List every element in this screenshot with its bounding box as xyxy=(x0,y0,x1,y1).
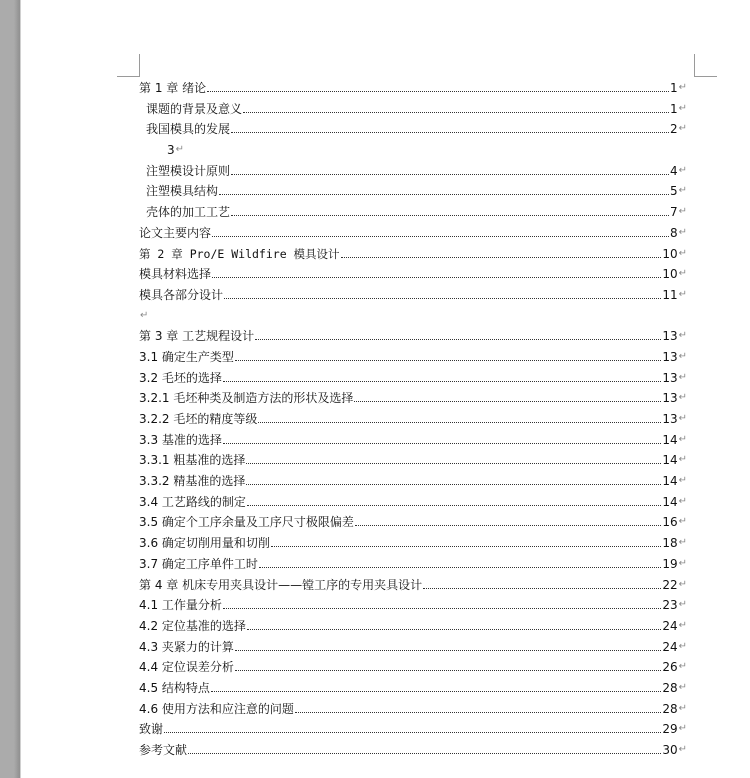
toc-entry-page: 13 xyxy=(662,370,678,385)
paragraph-mark-icon: ↵ xyxy=(678,495,687,507)
toc-entry[interactable] xyxy=(139,264,687,285)
toc-dot-leader xyxy=(341,245,662,258)
toc-entry-title: 3.2 毛坯的选择 xyxy=(139,370,222,385)
toc-dot-leader xyxy=(355,513,661,526)
toc-entry[interactable] xyxy=(139,99,687,120)
toc-dot-leader xyxy=(231,203,669,216)
toc-entry[interactable] xyxy=(139,554,687,575)
toc-entry-page: 11 xyxy=(662,287,678,302)
toc-entry-page: 8 xyxy=(669,225,678,240)
paragraph-mark-icon: ↵ xyxy=(678,330,687,342)
toc-dot-leader xyxy=(219,182,669,195)
toc-entry-page: 14 xyxy=(662,494,678,509)
toc-entry-page: 14 xyxy=(662,453,678,468)
toc-entry-title: 3 xyxy=(167,143,175,158)
toc-entry-title: 壳体的加工工艺 xyxy=(146,205,231,220)
paragraph-mark-icon: ↵ xyxy=(678,681,687,693)
paragraph-mark-icon: ↵ xyxy=(678,123,687,135)
toc-entry-page: 18 xyxy=(662,536,678,551)
toc-entry-page: 24 xyxy=(662,639,678,654)
toc-entry-title: 参考文献 xyxy=(139,743,188,757)
toc-entry[interactable] xyxy=(139,533,687,554)
toc-entry[interactable] xyxy=(139,699,687,720)
toc-entry-title: 4.1 工作量分析 xyxy=(139,598,222,613)
paragraph-mark-icon: ↵ xyxy=(678,226,687,238)
toc-entry[interactable] xyxy=(139,430,687,451)
toc-entry-page: 30 xyxy=(662,743,678,757)
toc-dot-leader xyxy=(235,658,661,671)
toc-entry-title: 3.3.1 粗基准的选择 xyxy=(139,453,246,468)
toc-entry-page: 24 xyxy=(662,618,678,633)
toc-entry-page: 16 xyxy=(662,515,678,530)
toc-entry[interactable] xyxy=(139,409,687,430)
toc-entry[interactable] xyxy=(139,678,687,699)
paragraph-mark-icon: ↵ xyxy=(678,557,687,569)
toc-entry-title: 3.3.2 精基准的选择 xyxy=(139,474,246,489)
toc-entry-title: 4.2 定位基准的选择 xyxy=(139,618,246,633)
toc-dot-leader xyxy=(255,327,661,340)
toc-entry-title: 4.3 夹紧力的计算 xyxy=(139,639,234,654)
toc-entry[interactable] xyxy=(139,244,687,265)
toc-entry[interactable] xyxy=(139,450,687,471)
toc-entry[interactable] xyxy=(139,181,687,202)
paragraph-mark-icon: ↵ xyxy=(678,578,687,590)
toc-entry-page: 1 xyxy=(669,101,678,116)
toc-entry[interactable] xyxy=(139,285,687,306)
toc-dot-leader xyxy=(271,534,661,547)
toc-entry[interactable] xyxy=(139,595,687,616)
toc-entry-title: 注塑模设计原则 xyxy=(146,163,231,178)
toc-entry-title: 我国模具的发展 xyxy=(146,122,231,137)
toc-entry-title: 3.7 确定工序单件工时 xyxy=(139,556,258,571)
toc-entry-title: 3.3 基准的选择 xyxy=(139,432,222,447)
toc-entry-page: 10 xyxy=(662,246,678,261)
paragraph-mark-icon: ↵ xyxy=(678,516,687,528)
paragraph-mark-icon: ↵ xyxy=(678,599,687,611)
toc-entry-title: 3.2.1 毛坯种类及制造方法的形状及选择 xyxy=(139,391,354,406)
toc-dot-leader xyxy=(207,79,669,92)
toc-entry-title: 3.1 确定生产类型 xyxy=(139,349,234,364)
paragraph-mark-icon: ↵ xyxy=(678,661,687,673)
toc-dot-leader xyxy=(212,224,669,237)
paragraph-mark-icon: ↵ xyxy=(678,723,687,735)
toc-entry-title: 课题的背景及意义 xyxy=(146,101,243,116)
toc-entry-title: 3.4 工艺路线的制定 xyxy=(139,494,246,509)
toc-entry[interactable] xyxy=(139,492,687,513)
toc-entry[interactable] xyxy=(139,223,687,244)
paragraph-mark-icon: ↵ xyxy=(678,350,687,362)
toc-entry[interactable] xyxy=(139,119,687,140)
toc-dot-leader xyxy=(247,617,661,630)
paragraph-mark-icon: ↵ xyxy=(678,702,687,714)
toc-entry-title: 4.5 结构特点 xyxy=(139,680,210,695)
toc-dot-leader xyxy=(224,286,661,299)
toc-dot-leader xyxy=(247,493,661,506)
paragraph-mark-icon: ↵ xyxy=(678,454,687,466)
toc-dot-leader xyxy=(212,265,661,278)
paragraph-mark-icon: ↵ xyxy=(678,164,687,176)
toc-entry[interactable] xyxy=(139,637,687,658)
toc-dot-leader xyxy=(354,389,661,402)
toc-entry-page: 13 xyxy=(662,391,678,406)
paragraph-mark-icon: ↵ xyxy=(678,433,687,445)
toc-dot-leader xyxy=(235,348,661,361)
paragraph-mark-icon: ↵ xyxy=(678,537,687,549)
toc-dot-leader xyxy=(164,720,661,733)
paragraph-mark-icon: ↵ xyxy=(678,206,687,218)
toc-dot-leader xyxy=(235,638,661,651)
toc-entry-page: 14 xyxy=(662,432,678,447)
paragraph-mark-icon: ↵ xyxy=(678,82,687,93)
toc-entry[interactable] xyxy=(139,616,687,637)
paragraph-mark-icon: ↵ xyxy=(678,475,687,487)
toc-dot-leader xyxy=(223,431,661,444)
toc-entry-title: 模具各部分设计 xyxy=(139,287,224,302)
paragraph-mark-icon: ↵ xyxy=(678,744,687,755)
toc-entry-page: 28 xyxy=(662,680,678,695)
paragraph-mark-icon: ↵ xyxy=(678,619,687,631)
toc-entry-page: 2 xyxy=(669,122,678,137)
toc-dot-leader xyxy=(259,555,661,568)
toc-dot-leader xyxy=(231,162,669,175)
toc-entry[interactable] xyxy=(139,368,687,389)
toc-entry-page: 14 xyxy=(662,474,678,489)
toc-entry-page: 13 xyxy=(662,329,678,344)
toc-entry-page: 19 xyxy=(662,556,678,571)
paragraph-mark-icon: ↵ xyxy=(678,371,687,383)
crop-mark-top-left xyxy=(117,54,140,77)
toc-entry-page: 10 xyxy=(662,267,678,282)
toc-entry[interactable] xyxy=(139,140,687,161)
paragraph-mark-icon: ↵ xyxy=(678,392,687,404)
paragraph-mark-icon: ↵ xyxy=(140,309,149,321)
document-page[interactable] xyxy=(20,0,750,778)
toc-dot-leader xyxy=(258,410,661,423)
toc-entry-page: 13 xyxy=(662,349,678,364)
toc-dot-leader xyxy=(295,700,661,713)
toc-entry[interactable] xyxy=(139,202,687,223)
toc-entry-page: 26 xyxy=(662,660,678,675)
paragraph-mark-icon: ↵ xyxy=(678,102,687,114)
toc-entry-title: 第 3 章 工艺规程设计 xyxy=(139,329,255,344)
toc-entry-title: 4.4 定位误差分析 xyxy=(139,660,234,675)
toc-dot-leader xyxy=(246,472,661,485)
toc-entry-title: 模具材料选择 xyxy=(139,267,212,282)
toc-entry-page: 7 xyxy=(669,205,678,220)
paragraph-mark-icon: ↵ xyxy=(678,247,687,259)
crop-mark-top-right xyxy=(694,54,717,77)
toc-entry[interactable] xyxy=(139,347,687,368)
toc-dot-leader xyxy=(223,596,661,609)
toc-dot-leader xyxy=(246,451,661,464)
toc-entry-title: 第 2 章 Pro/E Wildfire 模具设计 xyxy=(139,246,340,261)
toc-entry-page: 13 xyxy=(662,412,678,426)
toc-entry[interactable] xyxy=(139,657,687,678)
paragraph-mark-icon: ↵ xyxy=(678,640,687,652)
table-of-contents[interactable] xyxy=(139,78,687,761)
toc-dot-leader xyxy=(243,100,669,113)
toc-entry[interactable] xyxy=(139,161,687,182)
toc-entry-title: 论文主要内容 xyxy=(139,225,212,240)
toc-entry-page: 1 xyxy=(669,81,678,95)
toc-entry[interactable] xyxy=(139,719,687,740)
toc-entry-title: 致谢 xyxy=(139,722,164,737)
toc-entry-title: 3.6 确定切削用量和切削 xyxy=(139,536,270,551)
toc-entry-title: 4.6 使用方法和应注意的问题 xyxy=(139,701,294,716)
toc-entry-page: 23 xyxy=(662,598,678,613)
toc-entry[interactable] xyxy=(139,512,687,533)
toc-entry-page: 28 xyxy=(662,701,678,716)
paragraph-mark-icon: ↵ xyxy=(678,413,687,424)
toc-entry-page: 22 xyxy=(662,577,678,592)
toc-entry-page: 4 xyxy=(669,163,678,178)
toc-entry-title: 第 1 章 绪论 xyxy=(139,81,207,95)
toc-entry-page: 29 xyxy=(662,722,678,737)
toc-entry-title: 第 4 章 机床专用夹具设计——镗工序的专用夹具设计 xyxy=(139,577,423,592)
toc-entry[interactable] xyxy=(139,740,687,761)
paragraph-mark-icon: ↵ xyxy=(678,185,687,197)
toc-entry-page: 5 xyxy=(669,184,678,199)
toc-entry[interactable] xyxy=(139,471,687,492)
toc-entry-title: 3.2.2 毛坯的精度等级 xyxy=(139,412,258,426)
toc-dot-leader xyxy=(211,679,661,692)
toc-entry[interactable] xyxy=(139,306,687,327)
toc-entry-title: 3.5 确定个工序余量及工序尺寸极限偏差 xyxy=(139,515,354,530)
toc-dot-leader xyxy=(223,369,661,382)
paragraph-mark-icon: ↵ xyxy=(175,144,185,156)
paragraph-mark-icon: ↵ xyxy=(678,268,687,280)
toc-entry[interactable] xyxy=(139,388,687,409)
toc-entry[interactable] xyxy=(139,326,687,347)
toc-entry[interactable] xyxy=(139,575,687,596)
toc-dot-leader xyxy=(423,576,661,589)
toc-dot-leader xyxy=(231,120,669,133)
paragraph-mark-icon: ↵ xyxy=(678,288,687,300)
toc-entry[interactable] xyxy=(139,78,687,99)
toc-entry-title: 注塑模具结构 xyxy=(146,184,219,199)
toc-dot-leader xyxy=(188,741,661,754)
